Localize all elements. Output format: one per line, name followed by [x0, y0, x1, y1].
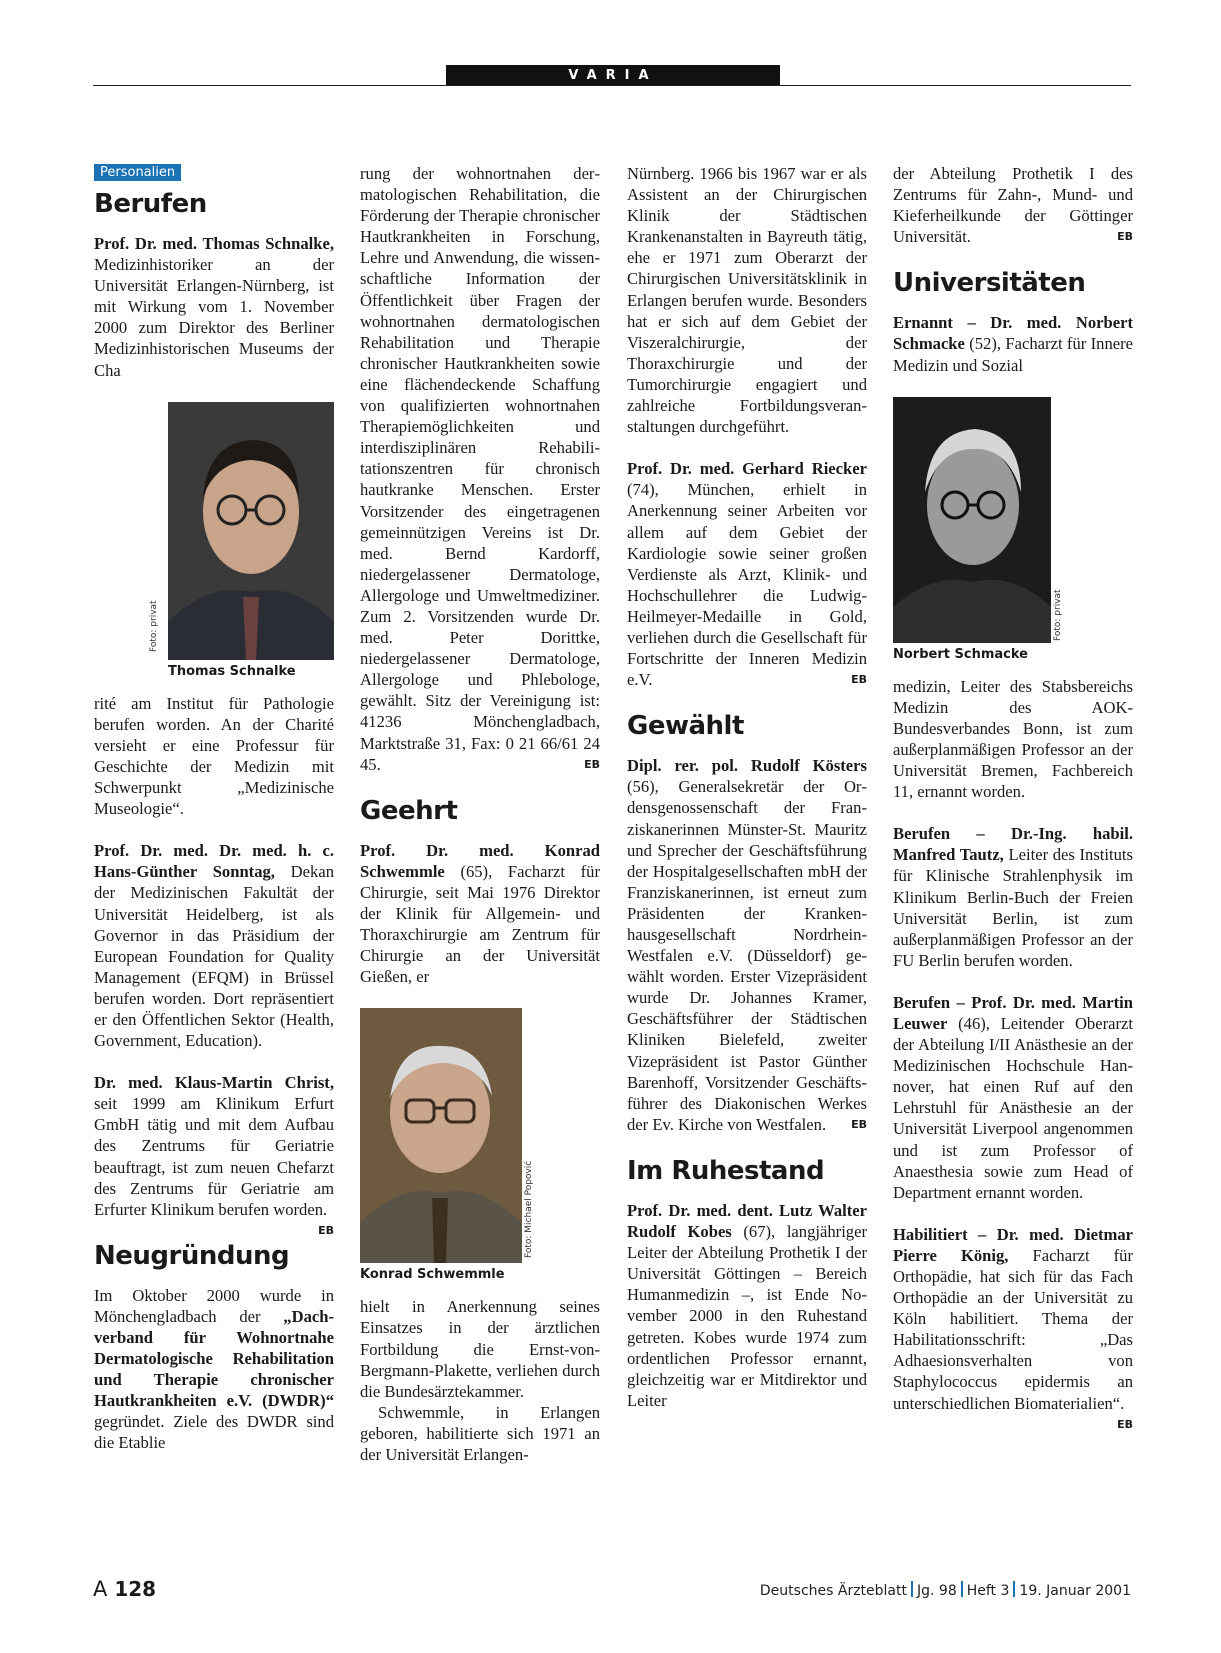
author-initials: EB	[584, 757, 600, 771]
photo-caption: Thomas Schnalke	[168, 663, 296, 679]
section-header: VARIA	[446, 65, 780, 86]
section-tag: Personalien	[94, 164, 181, 181]
column-4	[893, 163, 1133, 1435]
portrait-photo	[893, 397, 1051, 643]
journal-footer	[760, 1581, 1131, 1599]
author-initials: EB	[851, 1117, 867, 1131]
heading-universitaeten: Universitäten	[893, 268, 1086, 299]
paragraph-schmacke: Ernannt – Dr. med. Norbert Schmacke (52), Facharzt für Innere Medizin und Sozial	[893, 313, 1133, 375]
paragraph-tautz: Berufen – Dr.-Ing. habil. Manfred Tautz, Leiter des Instituts für Klinische Strahlenphysik im Klinikum Berlin-Buch der Freien Universität Berlin, ist zum außerplanmäßigen Professor an der FU Berlin berufen worden.	[893, 824, 1133, 970]
paragraph-schwemmle-cont: hielt in Anerkennung seines Einsatzes in der ärztlichen Fortbildung die Ernst-von-Bergmann-Plakette, verliehen durch die Bundesärztekammer.	[360, 1297, 600, 1401]
portrait-illustration	[893, 397, 1051, 643]
heading-gewaehlt: Gewählt	[627, 711, 744, 742]
column-1	[94, 163, 334, 1475]
paragraph-koesters: Dipl. rer. pol. Rudolf Kösters (56), Generalsekretär der Ordensgenossenschaft der Franziskanerinnen Münster-St. Mauritz und Sprecher der Geschäftsführung der Hospitalgesellschaften mbH der Franziskanerinnen, ist erneut zum Präsidenten der Krankenhausgesellschaft Nordrhein-Westfalen e.V. (Düsseldorf) gewählt worden. Erster Vizepräsident wurde Dr. Johannes Kramer, Geschäftsführer der Städtischen Kliniken Bielefeld, zweiter Vizepräsident ist Pastor Günther Barenhoff, Vorsitzender Geschäftsführer des Diakonischen Werkes der Ev. Kirche von Westfalen. EB	[627, 756, 867, 1134]
header-rule	[93, 85, 1131, 86]
paragraph-kobes-cont: der Abteilung Prothetik I des Zentrums für Zahn-, Mund- und Kieferheilkunde der Göttinger Universität. EB	[893, 164, 1133, 247]
paragraph-schwemmle-bio-cont: Nürnberg. 1966 bis 1967 war er als Assistent an der Chirurgischen Klinik der Städtischen Krankenanstalten in Bayreuth tätig, ehe er 1971 zum Oberarzt der Chirurgischen Universitätsklinik in Erlangen berufen wurde. Besonders hat er sich auf dem Gebiet der Viszeralchirurgie, der Thoraxchirurgie und der Tumorchirurgie engagiert und zahlreiche Fortbildungsveranstaltungen durchgeführt.	[627, 164, 867, 437]
paragraph-schmacke-cont: medizin, Leiter des Stabsbereichs Medizin des AOK-Bundesverbandes Bonn, ist zum außerplanmäßigen Professor an der Universität Bremen, Fachbereich 11, ernannt worden.	[893, 676, 1133, 802]
journal-date: 19. Januar 2001	[1019, 1583, 1131, 1599]
paragraph-riecker: Prof. Dr. med. Gerhard Riecker (74), München, erhielt in Anerkennung seiner Arbeiten vor allem auf dem Gebiet der Kardiologie sowie seiner großen Verdienste als Arzt, Klinik- und Hochschullehrer die Ludwig-Heilmeyer-Medaille in Gold, verliehen durch die Gesellschaft für Fortschritte der Inneren Medizin e.V. EB	[627, 459, 867, 690]
heading-ruhestand: Im Ruhestand	[627, 1155, 825, 1186]
paragraph-schwemmle: Prof. Dr. med. Konrad Schwemmle (65), Facharzt für Chirurgie, seit Mai 1976 Direktor der Klinik für Allgemein- und Thoraxchirurgie am Zentrum für Chirurgie an der Universität Gießen, er	[360, 840, 600, 987]
figure-schnalke	[94, 402, 334, 679]
paragraph-dwdr: Im Oktober 2000 wurde in Mönchengladbach der „Dachverband für Wohnortnahe Dermatologische Rehabilitation und Therapie chronischer Hautkrankheiten e.V. (DWDR)“ gegründet. Ziele des DWDR sind die Etablie	[94, 1285, 334, 1453]
page-number: A 128	[93, 1577, 157, 1601]
paragraph-schnalke: Prof. Dr. med. Thomas Schnalke, Medizinhistoriker an der Universität Erlangen-Nürnberg, ist mit Wirkung vom 1. November 2000 zum Direktor des Berliner Medizinhistorischen Museums der Cha	[94, 234, 334, 380]
column-2	[360, 163, 600, 1486]
portrait-photo	[168, 402, 334, 660]
author-initials: EB	[851, 673, 867, 687]
journal-volume: Jg. 98	[917, 1583, 957, 1599]
portrait-illustration	[168, 402, 334, 660]
figure-schwemmle	[360, 1008, 600, 1282]
paragraph-schnalke-cont: rité am Institut für Pathologie berufen worden. An der Charité versieht er eine Professur für Geschichte der Medizin mit Schwerpunkt „Medizinische Museologie“.	[94, 693, 334, 819]
portrait-photo	[360, 1008, 522, 1263]
figure-schmacke	[893, 397, 1133, 662]
photo-caption: Konrad Schwemmle	[360, 1267, 505, 1283]
heading-berufen: Berufen	[94, 189, 207, 219]
author-initials: EB	[318, 1223, 334, 1237]
paragraph-christ: Dr. med. Klaus-Martin Christ, seit 1999 am Klinikum Erfurt GmbH tätig und mit dem Aufbau des Zentrums für Geriatrie beauftragt, ist zum neuen Chefarzt des Zentrums für Geriatrie am Erfurter Klinikum berufen worden. EB	[94, 1072, 334, 1220]
paragraph-leuwer: Berufen – Prof. Dr. med. Martin Leuwer (46), Leitender Oberarzt der Abteilung I/II Anästhesie an der Medizinischen Hochschule Hannover, hat einen Ruf auf den Lehrstuhl für Anästhesie an der Universität Liverpool angenommen und ist zum Professor of Anaesthesia sowie zum Head of Department ernannt worden.	[893, 992, 1133, 1202]
heading-geehrt: Geehrt	[360, 795, 458, 826]
heading-neugruendung: Neugründung	[94, 1240, 290, 1271]
photo-credit: Foto: privat	[149, 600, 159, 652]
photo-credit: Foto: privat	[1053, 589, 1063, 641]
author-initials: EB	[1117, 1417, 1133, 1431]
photo-caption: Norbert Schmacke	[893, 646, 1028, 662]
photo-credit: Foto: Michael Popović	[524, 1161, 534, 1259]
paragraph-koenig: Habilitiert – Dr. med. Dietmar Pierre König, Facharzt für Orthopädie, hat sich für das Fach Orthopädie an der Universität zu Köln habilitiert. Thema der Habilitationsschrift: „Das Adhaesionsverhalten von Staphylococcus epidermis an unterschiedlichen Biomaterialien“. EB	[893, 1224, 1133, 1414]
paragraph-kobes: Prof. Dr. med. dent. Lutz Walter Rudolf Kobes (67), langjähriger Leiter der Abteilung Prothetik I der Universität Göttingen – Bereich Humanmedizin –, ist Ende November 2000 in den Ruhestand getreten. Kobes wurde 1974 zum ordentlichen Professor ernannt, gleichzeitig war er Mitdirektor und Leiter	[627, 1200, 867, 1410]
journal-issue: Heft 3	[966, 1583, 1010, 1599]
column-3	[627, 163, 867, 1432]
author-initials: EB	[1117, 230, 1133, 244]
paragraph-dwdr-cont: rung der wohnortnahen dermatologischen Rehabilitation, die Förderung der Therapie chronischer Hautkrankheiten in Forschung, Lehre und Anwendung, die wissenschaftliche Information der Öffentlichkeit über Fragen der wohnortnahen dermatologischen Rehabilitation und Therapie chronischer Hautkrankheiten sowie eine flächendeckende Schaffung von qualifizierten wohnortnahen Therapiemöglichkeiten und interdisziplinären Rehabilitationszentren für chronisch hautkranke Menschen. Erster Vorsitzender des eingetragenen gemeinnützigen Vereins ist Dr. med. Bernd Kardorff, niedergelassener Dermatologe, Allergologe und Umweltmediziner. Zum 2. Vorsitzenden wurde Dr. med. Peter Dorittke, niedergelassener Dermatologe, Allergologe und Phlebologe, gewählt. Sitz der Vereinigung ist: 41236 Mönchengladbach, Marktstraße 31, Fax: 0 21 66/61 24 45. EB	[360, 164, 600, 774]
portrait-illustration	[360, 1008, 522, 1263]
paragraph-schwemmle-bio: Schwemmle, in Erlangen geboren, habilitierte sich 1971 an der Universität Erlangen-	[360, 1402, 600, 1465]
journal-name: Deutsches Ärzteblatt	[759, 1583, 907, 1599]
paragraph-sonntag: Prof. Dr. med. Dr. med. h. c. Hans-Günther Sonntag, Dekan der Medizinischen Fakultät der Universität Heidelberg, ist als Governor in das Präsidium der European Foundation for Quality Management (EFQM) in Brüssel berufen worden. Dort repräsentiert er den Öffentlichen Sektor (Health, Government, Education).	[94, 841, 334, 1051]
